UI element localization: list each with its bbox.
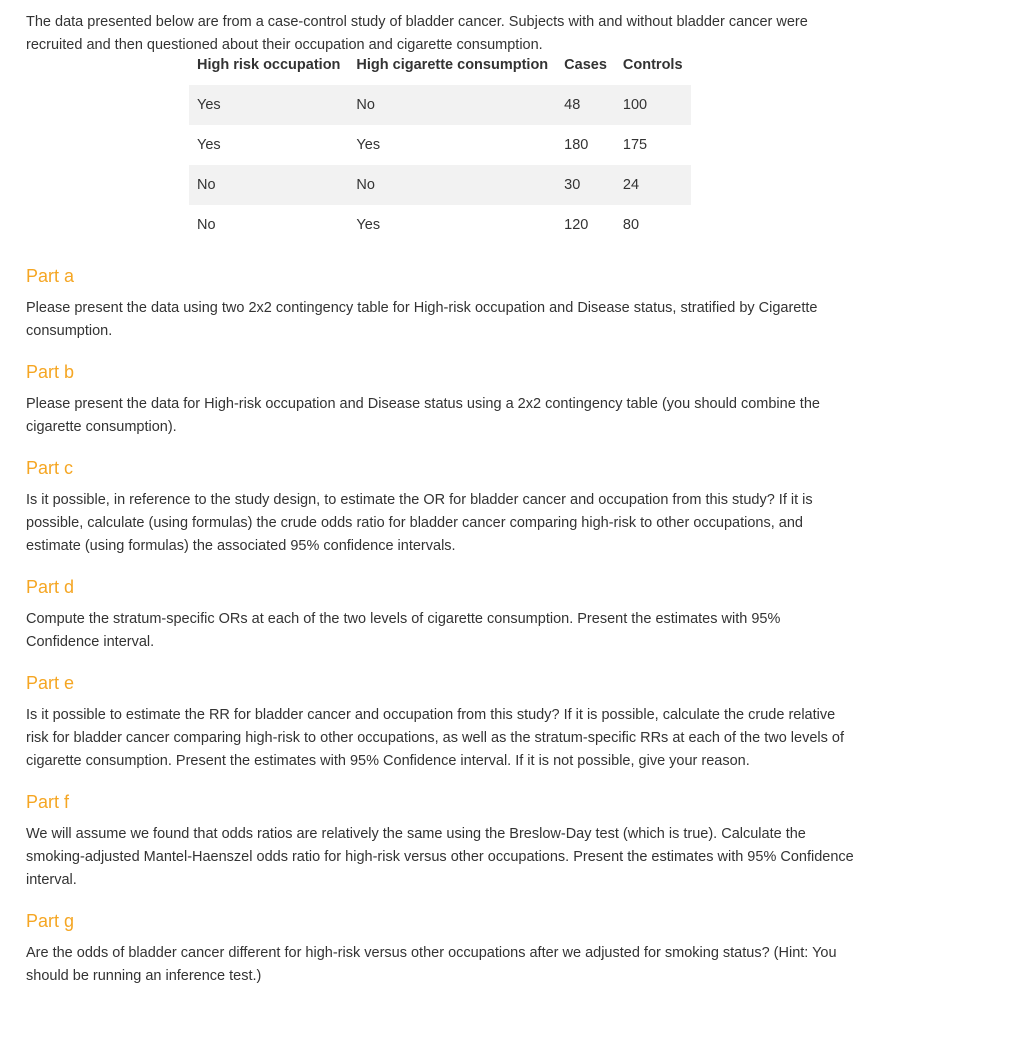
part-b-heading: Part b xyxy=(26,362,75,382)
cell-occupation: Yes xyxy=(197,97,221,113)
table-row xyxy=(189,125,691,165)
part-c-heading: Part c xyxy=(26,458,74,478)
part-a-heading: Part a xyxy=(26,266,75,286)
part-a-text: Please present the data using two 2x2 contingency table for High-risk occupation and Disease status, stratified by Cigarette consumption. xyxy=(26,300,818,339)
cell-controls: 24 xyxy=(622,177,640,193)
part-e-section xyxy=(26,671,856,773)
part-a-section xyxy=(26,264,856,343)
cell-controls: 175 xyxy=(622,137,648,153)
intro-paragraph: The data presented below are from a case-control study of bladder cancer. Subjects with and without bladder cancer were recruited and then questioned about their occupation and cigarette consumption. xyxy=(26,14,808,53)
document-body xyxy=(26,11,856,988)
part-b-section xyxy=(26,360,856,439)
cell-cases: 180 xyxy=(564,137,589,153)
part-g-text: Are the odds of bladder cancer different for high-risk versus other occupations after we adjusted for smoking status? (Hint: You should be running an inference test.) xyxy=(26,945,837,984)
part-f-text: We will assume we found that odds ratios are relatively the same using the Breslow-Day test (which is true). Calculate the smoking-adjusted Mantel-Haenszel odds ratio for high-risk versus other occupations. Present the estimates with 95% Confidence interval. xyxy=(26,826,854,888)
cell-cases: 30 xyxy=(564,177,581,193)
part-e-heading: Part e xyxy=(26,673,75,693)
cell-controls: 80 xyxy=(622,217,640,233)
cell-cases: 120 xyxy=(564,217,589,233)
cell-cigarette: No xyxy=(356,97,375,113)
header-controls: Controls xyxy=(622,57,683,73)
cell-cigarette: Yes xyxy=(356,217,381,233)
header-occupation: High risk occupation xyxy=(197,57,341,73)
cell-cigarette: Yes xyxy=(356,137,381,153)
cell-controls: 100 xyxy=(622,97,648,113)
cell-cases: 48 xyxy=(564,97,581,113)
table-row xyxy=(189,165,691,205)
table-header-row xyxy=(189,57,691,85)
part-c-text: Is it possible, in reference to the study design, to estimate the OR for bladder cancer and occupation from this study? If it is possible, calculate (using formulas) the crude odds ratio for bladder cancer comparing high-risk to other occupations, and estimate (using formulas) the associated 95% confidence intervals. xyxy=(26,492,813,554)
part-d-section xyxy=(26,575,856,654)
part-f-heading: Part f xyxy=(26,792,70,812)
part-d-heading: Part d xyxy=(26,577,75,597)
cell-occupation: Yes xyxy=(197,137,221,153)
cell-cigarette: No xyxy=(356,177,375,193)
header-cigarette: High cigarette consumption xyxy=(356,57,549,73)
part-g-section xyxy=(26,909,856,988)
part-d-text: Compute the stratum-specific ORs at each of the two levels of cigarette consumption. Present the estimates with 95% Confidence interval. xyxy=(26,611,781,650)
header-cases: Cases xyxy=(564,57,607,73)
part-f-section xyxy=(26,790,856,892)
part-b-text: Please present the data for High-risk occupation and Disease status using a 2x2 contingency table (you should combine the cigarette consumption). xyxy=(26,396,820,435)
table-row xyxy=(189,85,691,125)
cell-occupation: No xyxy=(197,217,216,233)
study-data-table xyxy=(189,57,691,245)
table-row xyxy=(189,205,691,245)
cell-occupation: No xyxy=(197,177,216,193)
part-e-text: Is it possible to estimate the RR for bladder cancer and occupation from this study? If it is possible, calculate the crude relative risk for bladder cancer comparing high-risk to other occupations, as well as the stratum-specific RRs at each of the two levels of cigarette consumption. Present the estimates with 95% Confidence interval. If it is not possible, give your reason. xyxy=(26,707,845,769)
part-g-heading: Part g xyxy=(26,911,75,931)
part-c-section xyxy=(26,456,856,558)
